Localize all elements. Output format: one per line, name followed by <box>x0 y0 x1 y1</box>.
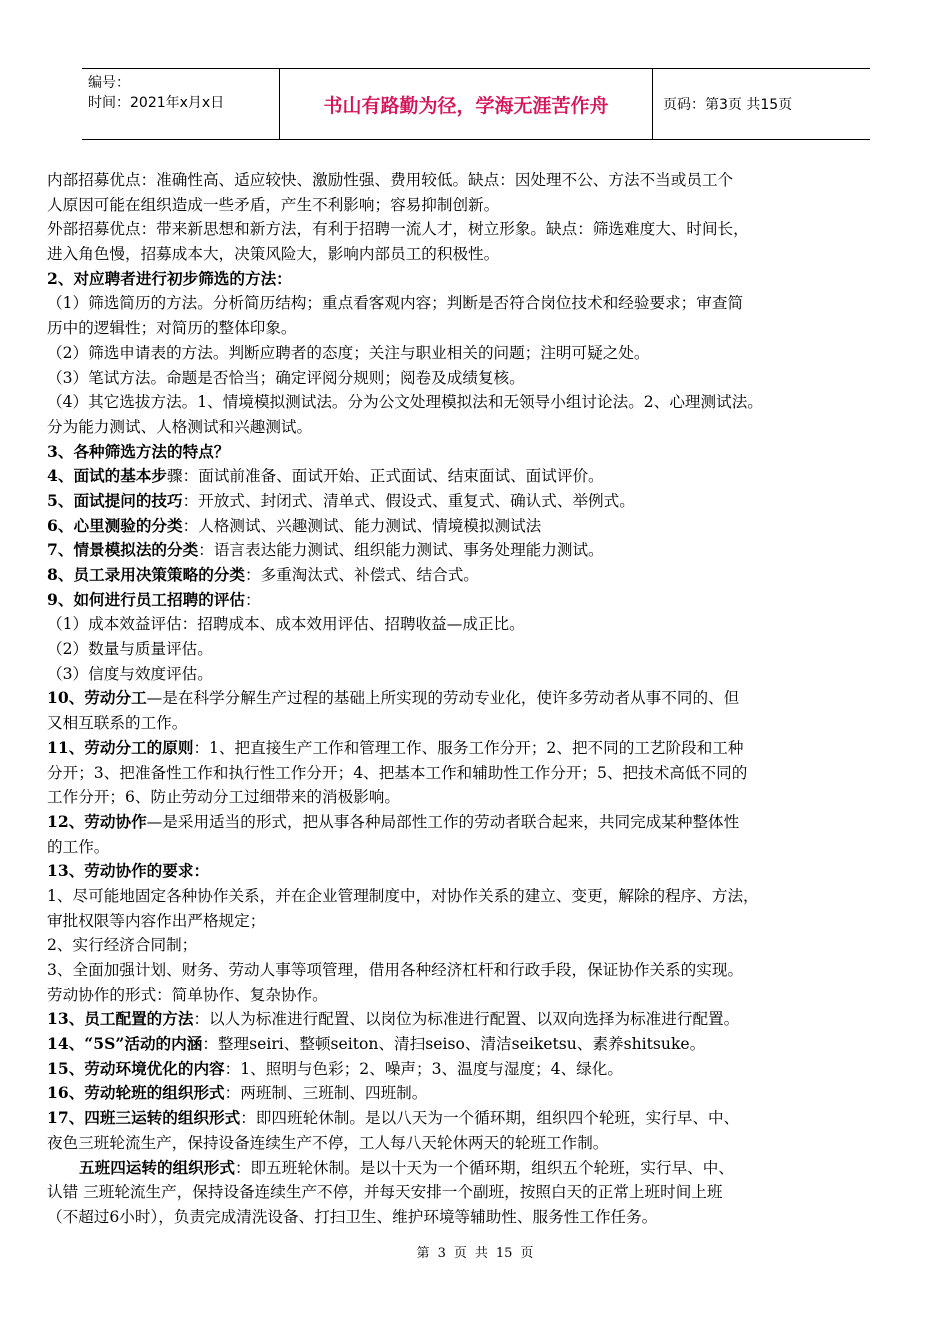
line-text: 的工作。 <box>47 837 110 856</box>
line-text: ：以人为标准进行配置、以岗位为标准进行配置、以双向选择为标准进行配置。 <box>193 1010 740 1029</box>
text-line <box>47 662 919 687</box>
line-text: —是采用适当的形式，把从事各种局部性工作的劳动者联合起来，共同完成某种整体性 <box>146 812 740 831</box>
line-text: 审批权限等内容作出严格规定； <box>47 911 266 930</box>
text-line <box>47 909 919 934</box>
line-text: 内部招募优点：准确性高、适应较快、激励性强、费用较低。缺点：因处理不公、方法不当或员工个 <box>47 171 734 189</box>
line-text: （2）筛选申请表的方法。判断应聘者的态度；关注与职业相关的问题；注明可疑之处。 <box>47 343 650 362</box>
text-line <box>47 193 919 218</box>
text-line <box>47 983 919 1008</box>
footer-ye2: 页 <box>520 1246 534 1261</box>
line-text: ：开放式、封闭式、清单式、假设式、重复式、确认式、举例式。 <box>182 491 635 510</box>
line-text: ：即四班轮休制。是以八天为一个循环期，组织四个轮班，实行早、中、 <box>240 1109 740 1128</box>
text-line <box>47 1180 919 1205</box>
bold-heading: 12、劳动协作 <box>47 811 147 831</box>
bold-heading: 13、员工配置的方法 <box>47 1009 194 1029</box>
line-text: 分为能力测试、人格测试和兴趣测试。 <box>47 417 313 436</box>
header-page-info: 页码：第3页 共15页 <box>663 97 793 113</box>
text-line <box>47 1081 919 1106</box>
text-line <box>47 835 919 860</box>
bold-heading: 3、各种筛选方法的特点？ <box>47 441 230 461</box>
text-line <box>47 440 919 465</box>
bold-heading: 17、四班三运转的组织形式 <box>47 1108 241 1128</box>
text-line <box>47 1007 919 1032</box>
line-text: ：语言表达能力测试、组织能力测试、事务处理能力测试。 <box>198 541 604 560</box>
line-text: 夜色三班轮流生产，保持设备连续生产不停，工人每八天轮休两天的轮班工作制。 <box>47 1133 609 1152</box>
bold-heading: 13、劳动协作的要求： <box>47 861 210 881</box>
page-header <box>82 68 870 140</box>
line-text: 骤：面试前准备、面试开始、正式面试、结束面试、面试评价。 <box>167 467 604 486</box>
page-footer <box>0 1242 950 1261</box>
line-text: —是在科学分解生产过程的基础上所实现的劳动专业化，使许多劳动者从事不同的、但 <box>146 689 740 708</box>
text-line <box>47 538 919 563</box>
line-text: 进入角色慢，招募成本大，决策风险大，影响内部员工的积极性。 <box>47 245 500 264</box>
line-text: （4）其它选拔方法。1、情境模拟测试法。分为公文处理模拟法和无领导小组讨论法。2、心理测试法。 <box>47 393 763 412</box>
line-text: 劳动协作的形式：简单协作、复杂协作。 <box>47 985 328 1004</box>
text-line <box>47 489 919 514</box>
text-line <box>47 464 919 489</box>
bold-heading: 8、员工录用决策策略的分类 <box>47 565 245 584</box>
footer-di: 第 <box>416 1246 430 1261</box>
bold-heading: 5、面试提问的技巧 <box>47 490 183 510</box>
text-line <box>47 1057 919 1082</box>
text-line <box>47 933 919 958</box>
line-text: 分开；3、把准备性工作和执行性工作分开；4、把基本工作和辅助性工作分开；5、把技术高低不同的 <box>47 763 748 782</box>
text-line <box>47 637 919 662</box>
text-line <box>47 736 919 761</box>
text-line <box>47 1106 919 1131</box>
header-left-cell <box>82 69 280 139</box>
bold-heading: 9、如何进行员工招聘的评估 <box>47 589 245 609</box>
text-line <box>47 390 919 415</box>
line-text: ：1、照明与色彩；2、噪声；3、温度与湿度；4、绿化。 <box>224 1059 623 1078</box>
line-text: 认错 三班轮流生产，保持设备连续生产不停，并每天安排一个副班，按照白天的正常上班时间上班 <box>47 1183 723 1202</box>
header-number-label: 编号： <box>88 75 130 91</box>
text-line <box>47 884 919 909</box>
line-text: （不超过6小时），负责完成清洗设备、打扫卫生、维护环境等辅助性、服务性工作任务。 <box>47 1207 658 1226</box>
text-line <box>47 761 919 786</box>
text-line <box>47 366 919 391</box>
text-line <box>47 267 919 292</box>
line-text: ：人格测试、兴趣测试、能力测试、情境模拟测试法 <box>182 516 542 535</box>
text-line <box>47 291 919 316</box>
text-line <box>47 563 919 588</box>
bold-heading: 14、“5S”活动的内涵 <box>47 1034 203 1054</box>
line-text: （3）信度与效度评估。 <box>47 664 213 683</box>
text-line <box>47 1032 919 1057</box>
line-text: ： <box>244 590 261 609</box>
line-text: ：多重淘汰式、补偿式、结合式。 <box>244 566 479 584</box>
footer-page-number: 3 <box>437 1246 446 1261</box>
header-motto: 书山有路勤为径，学海无涯苦作舟 <box>280 69 653 139</box>
bold-heading: 10、劳动分工 <box>47 688 147 708</box>
line-text: 外部招募优点：带来新思想和新方法，有利于招聘一流人才，树立形象。缺点：筛选难度大、时间长， <box>47 220 749 239</box>
text-line <box>47 1205 919 1230</box>
text-line <box>47 785 919 810</box>
text-line <box>47 810 919 835</box>
text-line <box>47 958 919 983</box>
text-line <box>47 341 919 366</box>
text-line <box>47 711 919 736</box>
header-time-label: 时间：2021年x月x日 <box>88 95 225 111</box>
text-line <box>47 1156 919 1181</box>
line-text: （3）笔试方法。命题是否恰当；确定评阅分规则；阅卷及成绩复核。 <box>47 368 525 387</box>
line-text: （1）筛选简历的方法。分析简历结构；重点看客观内容；判断是否符合岗位技术和经验要求；审查简 <box>47 294 744 313</box>
line-text: 人原因可能在组织造成一些矛盾，产生不利影响；容易抑制创新。 <box>47 195 500 214</box>
line-text: 又相互联系的工作。 <box>47 714 188 733</box>
text-line <box>47 612 919 637</box>
text-line <box>47 588 919 613</box>
text-line <box>47 686 919 711</box>
footer-total-pages: 15 <box>495 1246 513 1261</box>
line-text: ：整理seiri、整顿seiton、清扫seiso、清洁seiketsu、素养shitsuke。 <box>202 1035 706 1054</box>
bold-heading: 11、劳动分工的原则 <box>47 737 194 757</box>
text-line <box>47 242 919 267</box>
text-line <box>47 415 919 440</box>
bold-heading: 7、情景模拟法的分类 <box>47 540 199 560</box>
line-text: 3、全面加强计划、财务、劳动人事等项管理，借用各种经济杠杆和行政手段，保证协作关系的实现。 <box>47 961 744 979</box>
line-text: ：即五班轮休制。是以十天为一个循环期，组织五个轮班，实行早、中、 <box>234 1158 734 1177</box>
bold-heading: 4、面试的基本步 <box>47 466 168 486</box>
footer-gong: 共 <box>474 1246 488 1261</box>
text-line <box>47 1131 919 1156</box>
line-text: 1、尽可能地固定各种协作关系，并在企业管理制度中，对协作关系的建立、变更，解除的程序、方法， <box>47 886 759 905</box>
line-text: （1）成本效益评估：招聘成本、成本效用评估、招聘收益—成正比。 <box>47 615 525 634</box>
line-text: 工作分开；6、防止劳动分工过细带来的消极影响。 <box>47 788 400 807</box>
document-body <box>47 168 919 1230</box>
bold-heading: 五班四运转的组织形式 <box>79 1157 235 1177</box>
bold-heading: 2、对应聘者进行初步筛选的方法： <box>47 268 292 288</box>
text-line <box>47 316 919 341</box>
footer-ye: 页 <box>453 1246 467 1261</box>
line-text: ：1、把直接生产工作和管理工作、服务工作分开；2、把不同的工艺阶段和工种 <box>193 738 744 757</box>
bold-heading: 15、劳动环境优化的内容 <box>47 1058 225 1078</box>
line-text: 2、实行经济合同制； <box>47 936 198 955</box>
text-line <box>47 859 919 884</box>
text-line <box>47 168 919 193</box>
line-text: ：两班制、三班制、四班制。 <box>224 1084 428 1103</box>
text-line <box>47 514 919 539</box>
line-text: 历中的逻辑性；对简历的整体印象。 <box>47 319 297 338</box>
bold-heading: 6、心里测验的分类 <box>47 515 183 535</box>
line-text: （2）数量与质量评估。 <box>47 640 213 659</box>
text-line <box>47 217 919 242</box>
bold-heading: 16、劳动轮班的组织形式 <box>47 1083 225 1103</box>
